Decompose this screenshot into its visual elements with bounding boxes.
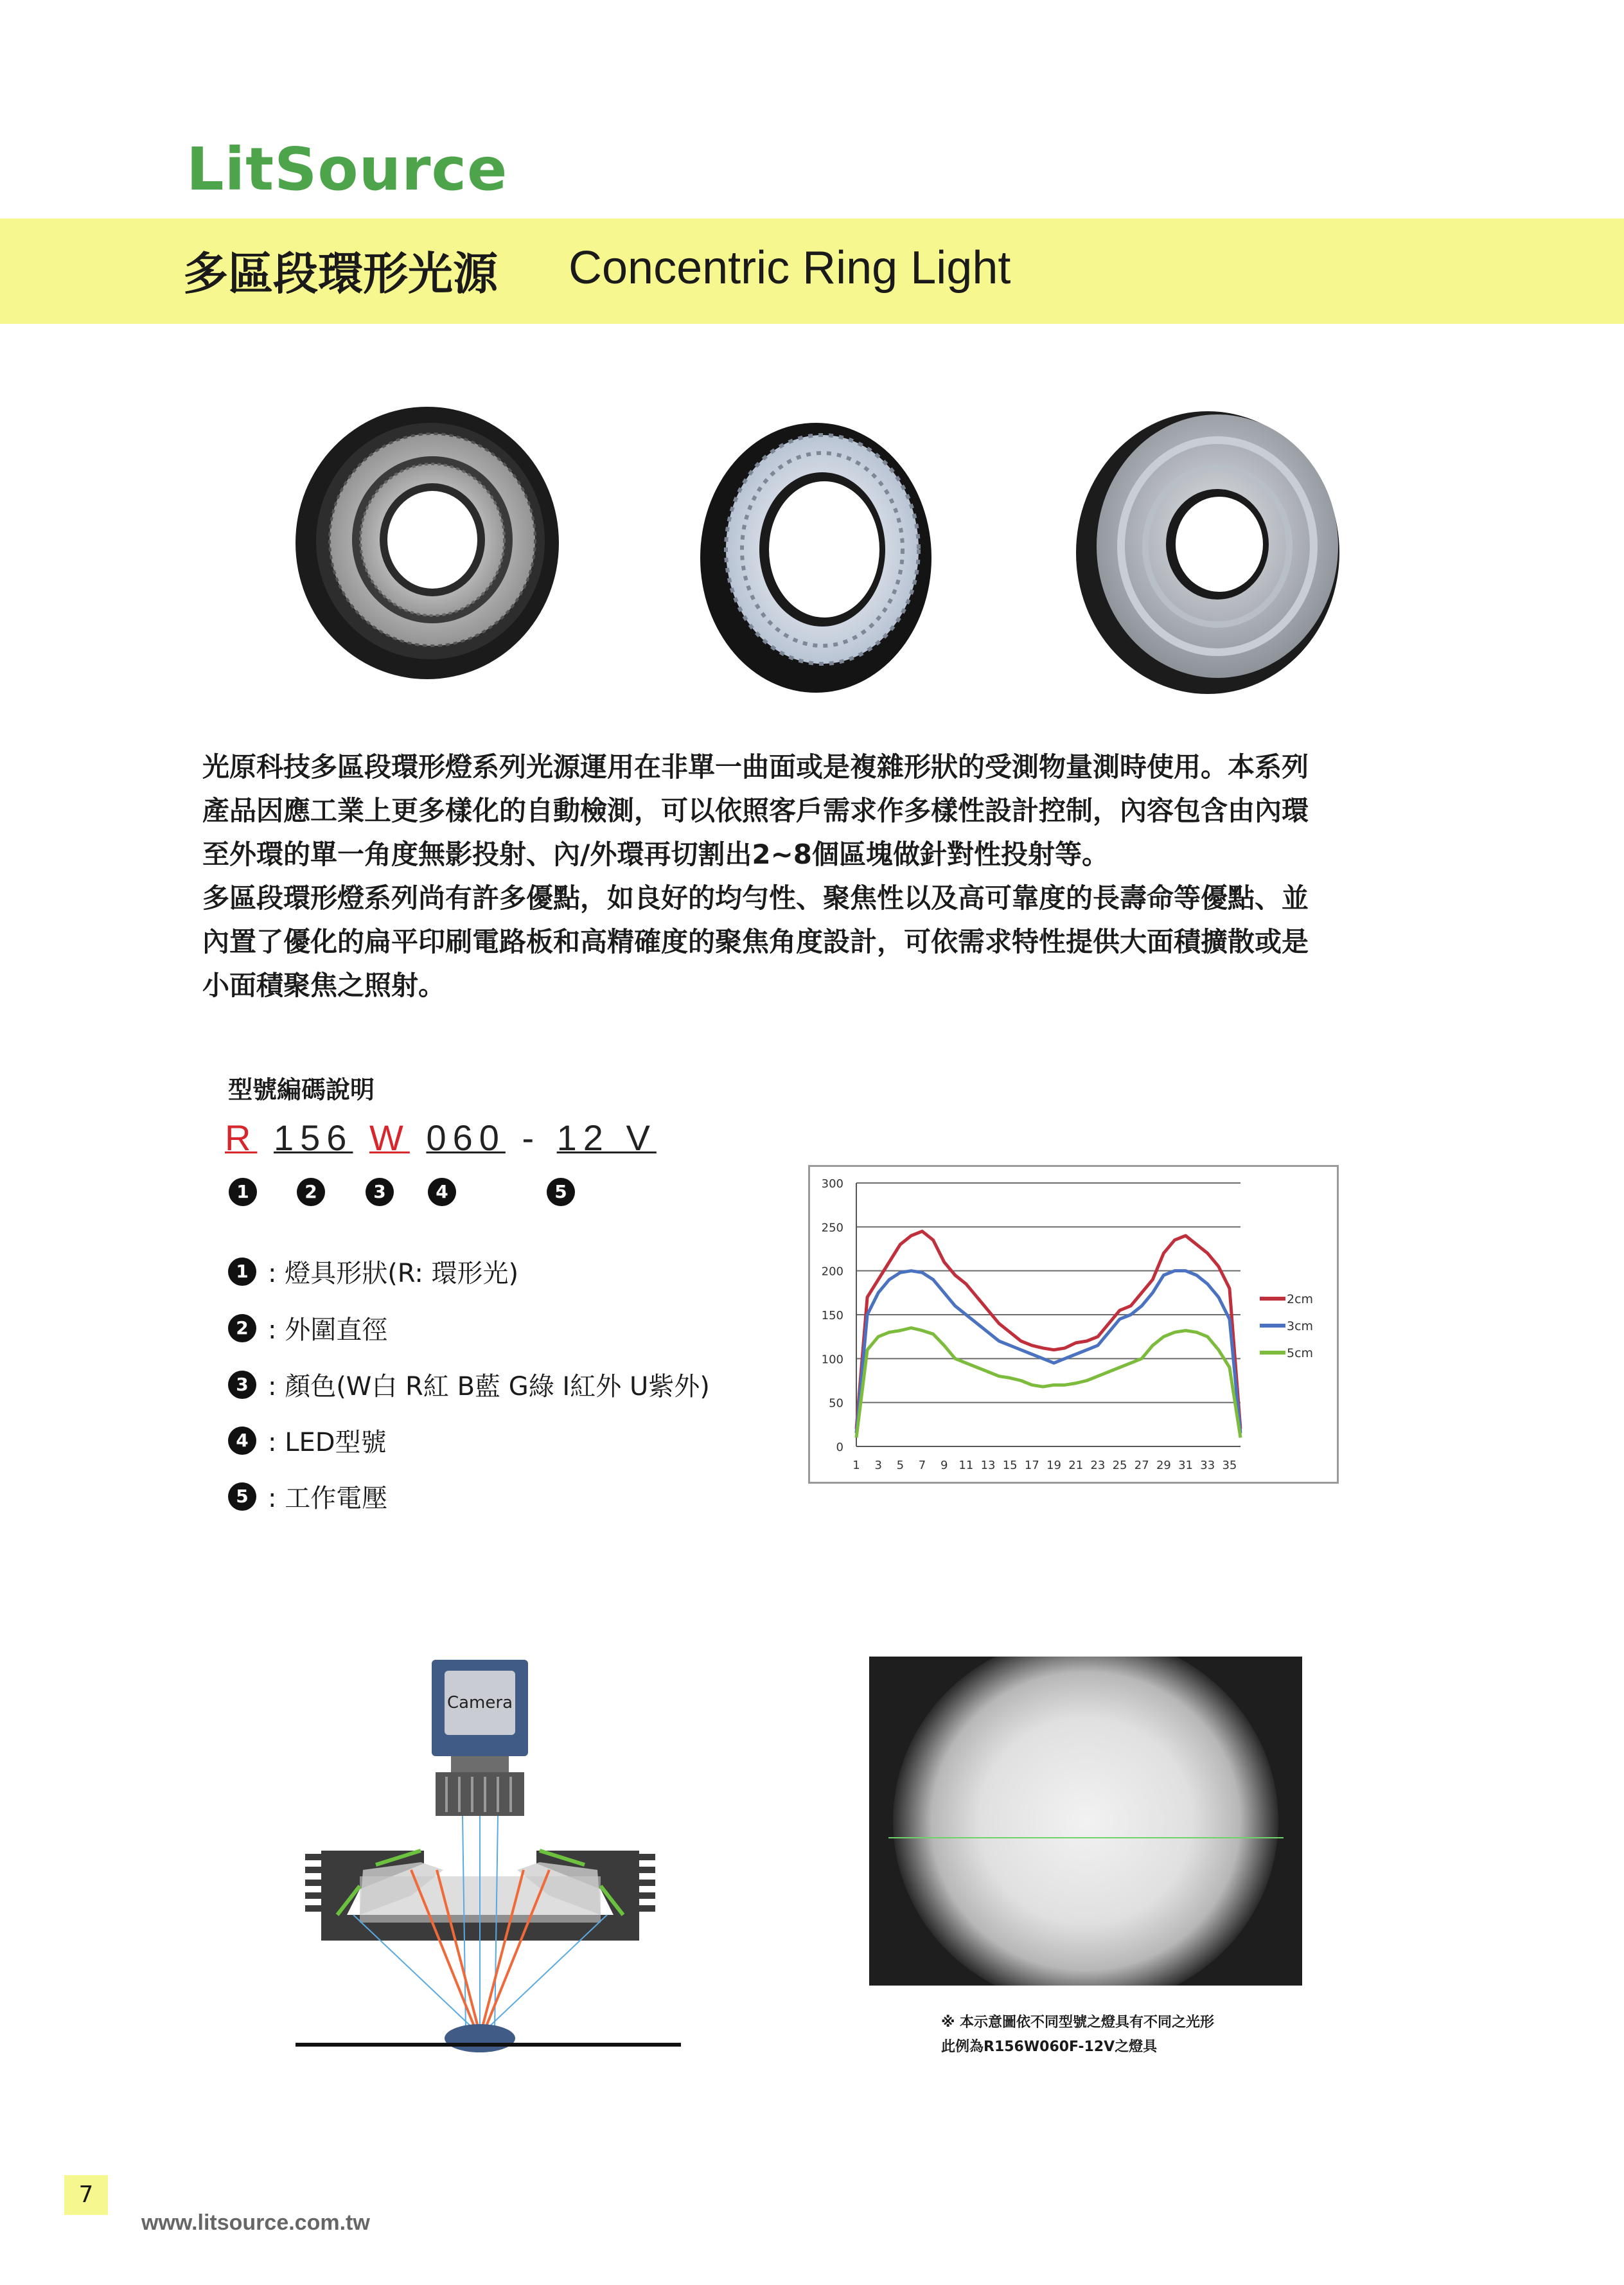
intro-line: 光原科技多區段環形燈系列光源運用在非單一曲面或是複雜形狀的受測物量測時使用。本系列 <box>202 751 1309 783</box>
note-line-1: ※ 本示意圖依不同型號之燈具有不同之光形 <box>941 2014 1215 2031</box>
page-title-english: Concentric Ring Light <box>569 242 1011 294</box>
y-tick-label: 200 <box>821 1265 843 1279</box>
code-legend-row <box>228 1366 710 1403</box>
website-link[interactable]: www.litsource.com.tw <box>141 2210 370 2235</box>
y-tick-label: 50 <box>829 1396 843 1410</box>
legend-marker: 5 <box>228 1482 256 1511</box>
x-tick-label: 31 <box>1178 1459 1194 1472</box>
marker-3: 3 <box>366 1178 394 1206</box>
product-photo-ring-light <box>697 418 935 694</box>
inspection-object <box>445 2024 515 2052</box>
y-tick-label: 150 <box>821 1309 843 1322</box>
page-title-chinese: 多區段環形光源 <box>183 247 498 300</box>
product-photo-dual-ring <box>292 405 562 681</box>
code-color: W <box>369 1117 410 1158</box>
lens-mount <box>451 1756 509 1772</box>
intro-paragraph <box>202 745 1423 1008</box>
beam-pattern-photo <box>869 1657 1302 1986</box>
x-tick-label: 1 <box>852 1459 860 1472</box>
marker-1: 1 <box>229 1178 257 1206</box>
series-line-5cm <box>856 1328 1240 1438</box>
marker-4: 4 <box>428 1178 456 1206</box>
marker-5: 5 <box>547 1178 575 1206</box>
x-tick-label: 15 <box>1002 1459 1018 1472</box>
code-dash: - <box>522 1117 541 1158</box>
x-tick-label: 9 <box>940 1459 948 1472</box>
legend-label: 3cm <box>1287 1319 1314 1333</box>
legend-label: 5cm <box>1287 1346 1314 1360</box>
product-photo-diffuse-ring <box>1073 408 1343 697</box>
optical-diagram <box>283 1658 694 2056</box>
code-diameter: 156 <box>274 1117 353 1158</box>
y-tick-label: 100 <box>821 1353 843 1367</box>
y-tick-label: 250 <box>821 1221 843 1235</box>
legend-text: : 顏色(W白 R紅 B藍 G綠 I紅外 U紫外) <box>268 1372 710 1401</box>
code-markers <box>0 1178 642 1210</box>
x-tick-label: 11 <box>958 1459 974 1472</box>
intro-line: 多區段環形燈系列尚有許多優點，如良好的均勻性、聚焦性以及高可靠度的長壽命等優點、並 <box>202 882 1309 914</box>
x-tick-label: 33 <box>1200 1459 1215 1472</box>
code-led: 060 <box>426 1117 506 1158</box>
marker-2: 2 <box>297 1178 325 1206</box>
intro-line: 至外環的單一角度無影投射、內/外環再切割出2~8個區塊做針對性投射等。 <box>202 839 1109 870</box>
intro-line: 小面積聚焦之照射。 <box>202 970 446 1001</box>
x-tick-label: 35 <box>1222 1459 1237 1472</box>
brand-logo: LitSource <box>186 135 508 204</box>
legend-text: : 外圍直徑 <box>268 1315 388 1345</box>
code-shape: R <box>225 1117 258 1158</box>
x-tick-label: 13 <box>980 1459 996 1472</box>
code-legend-row <box>228 1310 387 1346</box>
x-tick-label: 29 <box>1156 1459 1171 1472</box>
intro-line: 內置了優化的扁平印刷電路板和高精確度的聚焦角度設計，可依需求特性提供大面積擴散或是 <box>202 926 1309 957</box>
code-voltage: 12 V <box>556 1117 657 1158</box>
x-tick-label: 21 <box>1068 1459 1084 1472</box>
legend-text: : LED型號 <box>268 1428 387 1457</box>
legend-marker: 3 <box>228 1371 256 1399</box>
x-tick-label: 23 <box>1090 1459 1106 1472</box>
legend-text: : 工作電壓 <box>268 1484 388 1513</box>
x-tick-label: 27 <box>1134 1459 1149 1472</box>
page-number: 7 <box>64 2175 108 2215</box>
code-legend-row <box>228 1478 387 1515</box>
x-tick-label: 5 <box>896 1459 905 1472</box>
x-tick-label: 25 <box>1112 1459 1127 1472</box>
x-tick-label: 7 <box>918 1459 926 1472</box>
intensity-chart-svg <box>810 1167 1337 1482</box>
legend-marker: 1 <box>228 1258 256 1286</box>
legend-text: : 燈具形狀(R: 環形光) <box>268 1259 519 1288</box>
legend-marker: 2 <box>228 1314 256 1342</box>
intro-line: 產品因應工業上更多樣化的自動檢測，可以依照客戶需求作多樣性設計控制，內容包含由內環 <box>202 795 1309 826</box>
model-code <box>225 1117 657 1159</box>
x-tick-label: 3 <box>874 1459 882 1472</box>
model-code-heading: 型號編碼說明 <box>228 1076 375 1104</box>
intensity-chart <box>808 1165 1339 1484</box>
code-legend-row <box>228 1253 518 1290</box>
y-tick-label: 300 <box>821 1177 843 1191</box>
x-tick-label: 19 <box>1046 1459 1061 1472</box>
legend-label: 2cm <box>1287 1292 1314 1306</box>
legend-marker: 4 <box>228 1427 256 1455</box>
x-tick-label: 17 <box>1024 1459 1039 1472</box>
note-line-2: 此例為R156W060F-12V之燈具 <box>941 2039 1158 2055</box>
y-tick-label: 0 <box>836 1441 843 1454</box>
series-line-3cm <box>856 1271 1240 1434</box>
code-legend-row <box>228 1422 387 1459</box>
camera-label: Camera <box>446 1693 513 1712</box>
